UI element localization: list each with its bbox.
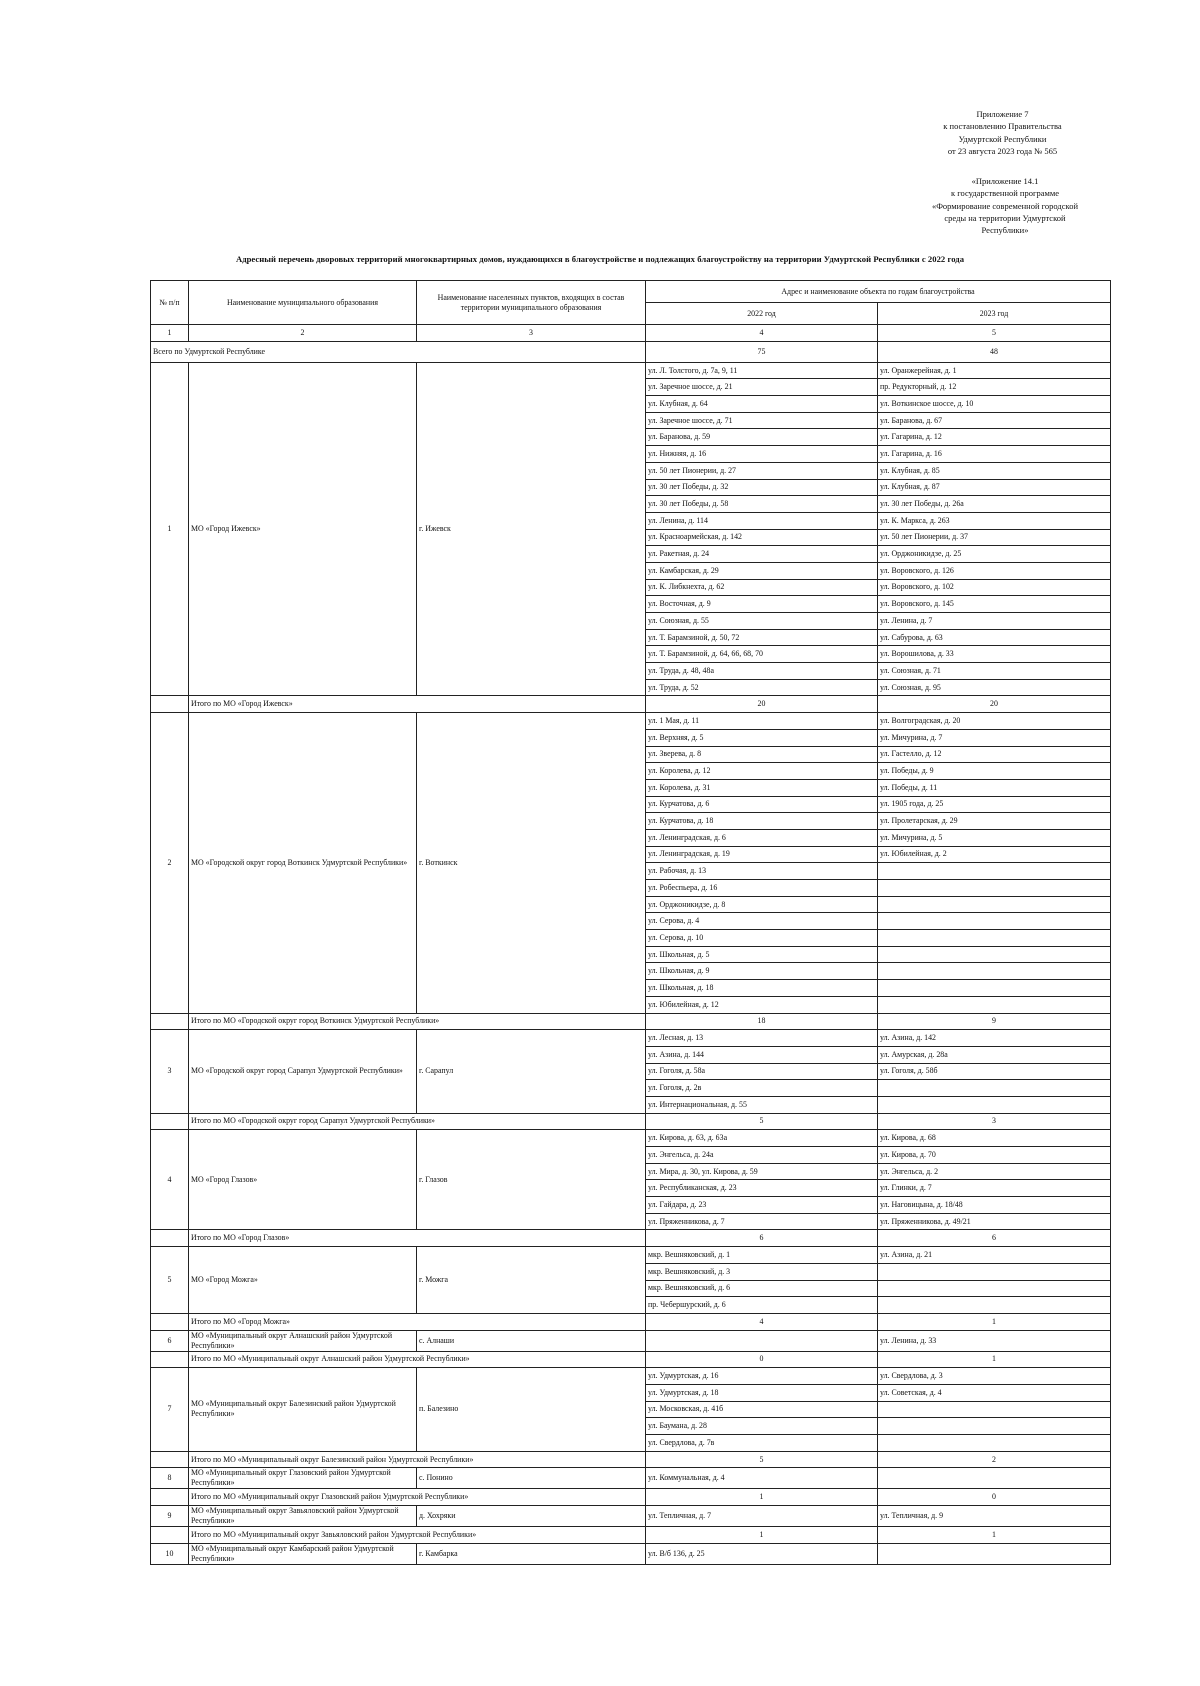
address-2022: ул. Интернациональная, д. 55	[646, 1096, 878, 1113]
table-row	[151, 362, 1111, 379]
address-2023: ул. Ленина, д. 33	[878, 1330, 1111, 1351]
address-2022: ул. Труда, д. 48, 48а	[646, 663, 878, 680]
subtotal-row	[151, 1351, 1111, 1368]
municipality-name: МО «Муниципальный округ Завьяловский район Удмуртской Республики»	[189, 1506, 417, 1527]
address-2023: ул. Советская, д. 4	[878, 1384, 1111, 1401]
header-line: от 23 августа 2023 года № 565	[947, 145, 1058, 156]
address-2023: ул. Свердлова, д. 3	[878, 1368, 1111, 1385]
address-2022: ул. Школьная, д. 5	[646, 946, 878, 963]
address-2022: ул. Союзная, д. 55	[646, 613, 878, 630]
address-2023: ул. Орджоникидзе, д. 25	[878, 546, 1111, 563]
table-row	[151, 1368, 1111, 1385]
municipality-name: МО «Городской округ город Сарапул Удмуртской Республики»	[189, 1030, 417, 1113]
address-2023: ул. Гагарина, д. 12	[878, 429, 1111, 446]
address-2022: ул. Королева, д. 31	[646, 779, 878, 796]
address-2023: ул. Глинки, д. 7	[878, 1180, 1111, 1197]
subtotal-2022: 4	[646, 1313, 878, 1330]
subtotal-2023: 1	[878, 1351, 1111, 1368]
subtotal-2022: 1	[646, 1527, 878, 1544]
address-2023: ул. Волгоградская, д. 20	[878, 713, 1111, 730]
address-2023	[878, 1080, 1111, 1097]
address-2023: ул. Воровского, д. 102	[878, 579, 1111, 596]
column-number-row	[151, 325, 1111, 342]
subtotal-row	[151, 1013, 1111, 1030]
address-2022: ул. Баранова, д. 59	[646, 429, 878, 446]
address-table-body	[151, 281, 1111, 1565]
settlement-name: с. Алнаши	[417, 1330, 646, 1351]
subtotal-2022: 1	[646, 1489, 878, 1506]
subtotal-label: Итого по МО «Город Ижевск»	[189, 696, 646, 713]
address-2023	[878, 946, 1111, 963]
address-2023	[878, 980, 1111, 997]
address-2022: ул. Баумана, д. 28	[646, 1418, 878, 1435]
address-2022: ул. Свердлова, д. 7в	[646, 1435, 878, 1452]
address-2022: ул. Клубная, д. 64	[646, 396, 878, 413]
address-2023: ул. Клубная, д. 85	[878, 462, 1111, 479]
subtotal-2023: 1	[878, 1527, 1111, 1544]
row-number: 8	[151, 1468, 189, 1489]
municipality-name: МО «Муниципальный округ Алнашский район Удмуртской Республики»	[189, 1330, 417, 1351]
row-number: 9	[151, 1506, 189, 1527]
address-2023: ул. Тепличная, д. 9	[878, 1506, 1111, 1527]
address-2023	[878, 963, 1111, 980]
row-number: 5	[151, 1247, 189, 1314]
address-2022: ул. Курчатова, д. 18	[646, 813, 878, 830]
address-2022: ул. Робеспьера, д. 16	[646, 880, 878, 897]
address-2023: ул. Мичурина, д. 7	[878, 729, 1111, 746]
subtotal-spacer	[151, 1013, 189, 1030]
table-row	[151, 1130, 1111, 1147]
address-2023: ул. Гастелло, д. 12	[878, 746, 1111, 763]
header-settlements: Наименование населенных пунктов, входящих в состав территории муниципального образования	[417, 281, 646, 325]
subtotal-row	[151, 696, 1111, 713]
grand-total-row	[151, 341, 1111, 362]
subtotal-2022: 5	[646, 1451, 878, 1468]
subtotal-2023: 20	[878, 696, 1111, 713]
address-2023: ул. 50 лет Пионерии, д. 37	[878, 529, 1111, 546]
subtotal-spacer	[151, 1527, 189, 1544]
municipality-name: МО «Муниципальный округ Камбарский район Удмуртской Республики»	[189, 1543, 417, 1564]
address-2022: ул. Ленинградская, д. 19	[646, 846, 878, 863]
header-line: Удмуртской Республики	[958, 133, 1047, 144]
address-2022: ул. Кирова, д. 63, д. 63а	[646, 1130, 878, 1147]
subtotal-row	[151, 1313, 1111, 1330]
settlement-name: п. Балезино	[417, 1368, 646, 1451]
address-2023: ул. Клубная, д. 87	[878, 479, 1111, 496]
header-num: № п/п	[151, 281, 189, 325]
address-2022: ул. Л. Толстого, д. 7а, 9, 11	[646, 362, 878, 379]
row-number: 1	[151, 362, 189, 696]
address-2022: ул. К. Либкнехта, д. 62	[646, 579, 878, 596]
settlement-name: г. Ижевск	[417, 362, 646, 696]
subtotal-2023: 2	[878, 1451, 1111, 1468]
address-2022: ул. Московская, д. 41б	[646, 1401, 878, 1418]
subtotal-2023: 3	[878, 1113, 1111, 1130]
address-2023: пр. Редукторный, д. 12	[878, 379, 1111, 396]
address-2022: ул. 30 лет Победы, д. 32	[646, 479, 878, 496]
colnum-2: 2	[189, 325, 417, 342]
subtotal-2022: 20	[646, 696, 878, 713]
settlement-name: г. Камбарка	[417, 1543, 646, 1564]
address-2023: ул. Победы, д. 9	[878, 763, 1111, 780]
address-2022: ул. Гоголя, д. 2в	[646, 1080, 878, 1097]
address-2022: ул. Школьная, д. 9	[646, 963, 878, 980]
colnum-3: 3	[417, 325, 646, 342]
subtotal-spacer	[151, 1351, 189, 1368]
address-2022: ул. Ленинградская, д. 6	[646, 829, 878, 846]
address-2022: ул. Верхняя, д. 5	[646, 729, 878, 746]
address-2022: ул. Рабочая, д. 13	[646, 863, 878, 880]
address-2023: ул. Ворошилова, д. 33	[878, 646, 1111, 663]
address-2022: ул. Лесная, д. 13	[646, 1030, 878, 1047]
address-2022: ул. Мира, д. 30, ул. Кирова, д. 59	[646, 1163, 878, 1180]
address-2022: ул. Красноармейская, д. 142	[646, 529, 878, 546]
subtotal-spacer	[151, 1313, 189, 1330]
colnum-4: 4	[646, 325, 878, 342]
subtotal-label: Итого по МО «Муниципальный округ Алнашский район Удмуртской Республики»	[189, 1351, 646, 1368]
address-2022: ул. 1 Мая, д. 11	[646, 713, 878, 730]
address-2022: ул. Серова, д. 10	[646, 930, 878, 947]
address-2023: ул. Гагарина, д. 16	[878, 446, 1111, 463]
subtotal-2023: 1	[878, 1313, 1111, 1330]
address-2022: ул. Камбарская, д. 29	[646, 562, 878, 579]
address-2023: ул. Энгельса, д. 2	[878, 1163, 1111, 1180]
address-2022: ул. В/б 136, д. 25	[646, 1543, 878, 1564]
row-number: 2	[151, 713, 189, 1013]
table-row	[151, 1543, 1111, 1564]
address-2022: ул. Тепличная, д. 7	[646, 1506, 878, 1527]
address-2022: ул. Юбилейная, д. 12	[646, 996, 878, 1013]
subtotal-spacer	[151, 1451, 189, 1468]
address-2023: ул. Ленина, д. 7	[878, 613, 1111, 630]
address-2022: мкр. Вешняковский, д. 6	[646, 1280, 878, 1297]
address-2023: ул. Оранжерейная, д. 1	[878, 362, 1111, 379]
grand-total-2023: 48	[878, 341, 1111, 362]
address-2023	[878, 880, 1111, 897]
settlement-name: г. Воткинск	[417, 713, 646, 1013]
header-mo: Наименование муниципального образования	[189, 281, 417, 325]
address-2022: ул. Орджоникидзе, д. 8	[646, 896, 878, 913]
address-2023: ул. Кирова, д. 70	[878, 1147, 1111, 1164]
subtotal-2023: 9	[878, 1013, 1111, 1030]
municipality-name: МО «Муниципальный округ Глазовский район Удмуртской Республики»	[189, 1468, 417, 1489]
settlement-name: г. Сарапул	[417, 1030, 646, 1113]
subtotal-label: Итого по МО «Город Можга»	[189, 1313, 646, 1330]
header-addresses: Адрес и наименование объекта по годам благоустройства	[646, 281, 1111, 303]
table-row	[151, 1468, 1111, 1489]
settlement-name: г. Глазов	[417, 1130, 646, 1230]
address-2022: ул. Восточная, д. 9	[646, 596, 878, 613]
address-2022: мкр. Вешняковский, д. 3	[646, 1263, 878, 1280]
header-line: Приложение 7	[976, 109, 1029, 119]
header-line: среды на территории Удмуртской	[944, 212, 1066, 223]
row-number: 7	[151, 1368, 189, 1451]
address-2022: ул. Королева, д. 12	[646, 763, 878, 780]
subtotal-2023: 6	[878, 1230, 1111, 1247]
header-line: Республики»	[981, 225, 1029, 236]
address-2023: ул. Воровского, д. 126	[878, 562, 1111, 579]
address-2023	[878, 896, 1111, 913]
table-row	[151, 1247, 1111, 1264]
address-2023	[878, 1435, 1111, 1452]
address-2022: ул. Пряженникова, д. 7	[646, 1213, 878, 1230]
address-2022: ул. Ракетная, д. 24	[646, 546, 878, 563]
table-row	[151, 713, 1111, 730]
appendix-14-header	[905, 175, 1105, 236]
address-2022: ул. Азина, д. 144	[646, 1046, 878, 1063]
subtotal-row	[151, 1489, 1111, 1506]
subtotal-2022: 0	[646, 1351, 878, 1368]
address-2022: ул. 30 лет Победы, д. 58	[646, 496, 878, 513]
subtotal-label: Итого по МО «Город Глазов»	[189, 1230, 646, 1247]
address-2023: ул. 1905 года, д. 25	[878, 796, 1111, 813]
settlement-name: г. Можга	[417, 1247, 646, 1314]
row-number: 3	[151, 1030, 189, 1113]
address-2022: ул. Т. Барамзиной, д. 64, 66, 68, 70	[646, 646, 878, 663]
address-2023: ул. Победы, д. 11	[878, 779, 1111, 796]
table-row	[151, 1030, 1111, 1047]
address-2022: ул. Труда, д. 52	[646, 679, 878, 696]
address-2023	[878, 1297, 1111, 1314]
address-2022: мкр. Вешняковский, д. 1	[646, 1247, 878, 1264]
subtotal-2023: 0	[878, 1489, 1111, 1506]
subtotal-spacer	[151, 1113, 189, 1130]
address-2023: ул. Воткинское шоссе, д. 10	[878, 396, 1111, 413]
address-2023: ул. Наговицына, д. 18/48	[878, 1197, 1111, 1214]
subtotal-spacer	[151, 696, 189, 713]
address-2023: ул. 30 лет Победы, д. 26а	[878, 496, 1111, 513]
address-2022: ул. Зверева, д. 8	[646, 746, 878, 763]
address-2023	[878, 1401, 1111, 1418]
municipality-name: МО «Город Можга»	[189, 1247, 417, 1314]
address-2022: ул. Коммунальная, д. 4	[646, 1468, 878, 1489]
subtotal-spacer	[151, 1489, 189, 1506]
header-2022: 2022 год	[646, 303, 878, 325]
address-2022: ул. Заречное шоссе, д. 21	[646, 379, 878, 396]
settlement-name: д. Хохряки	[417, 1506, 646, 1527]
address-2023: ул. Воровского, д. 145	[878, 596, 1111, 613]
subtotal-label: Итого по МО «Муниципальный округ Балезинский район Удмуртской Республики»	[189, 1451, 646, 1468]
row-number: 10	[151, 1543, 189, 1564]
address-2022: ул. Республиканская, д. 23	[646, 1180, 878, 1197]
subtotal-2022: 18	[646, 1013, 878, 1030]
header-line: «Приложение 14.1	[971, 176, 1039, 186]
table-row	[151, 1506, 1111, 1527]
address-2023: ул. Кирова, д. 68	[878, 1130, 1111, 1147]
address-2022: ул. Гайдара, д. 23	[646, 1197, 878, 1214]
address-2023: ул. Пролетарская, д. 29	[878, 813, 1111, 830]
address-2023: ул. Амурская, д. 28а	[878, 1046, 1111, 1063]
table-row	[151, 1330, 1111, 1351]
table-header-row	[151, 281, 1111, 303]
address-2023: ул. Пряженникова, д. 49/21	[878, 1213, 1111, 1230]
address-2023	[878, 1543, 1111, 1564]
colnum-1: 1	[151, 325, 189, 342]
header-line: к государственной программе	[950, 188, 1060, 199]
address-table	[150, 280, 1111, 1565]
subtotal-2022: 5	[646, 1113, 878, 1130]
address-2022	[646, 1330, 878, 1351]
address-2023: ул. К. Маркса, д. 263	[878, 512, 1111, 529]
address-2023	[878, 1418, 1111, 1435]
address-2023: ул. Гоголя, д. 58б	[878, 1063, 1111, 1080]
address-2023: ул. Мичурина, д. 5	[878, 829, 1111, 846]
address-2023: ул. Азина, д. 21	[878, 1247, 1111, 1264]
colnum-5: 5	[878, 325, 1111, 342]
grand-total-label: Всего по Удмуртской Республике	[151, 341, 646, 362]
appendix-7-header	[900, 108, 1105, 157]
grand-total-2022: 75	[646, 341, 878, 362]
header-line: к постановлению Правительства	[943, 121, 1062, 132]
address-2023	[878, 1096, 1111, 1113]
municipality-name: МО «Город Ижевск»	[189, 362, 417, 696]
address-2022: ул. 50 лет Пионерии, д. 27	[646, 462, 878, 479]
address-2023	[878, 930, 1111, 947]
address-2022: ул. Курчатова, д. 6	[646, 796, 878, 813]
address-2022: ул. Заречное шоссе, д. 71	[646, 412, 878, 429]
address-2022: ул. Гоголя, д. 58а	[646, 1063, 878, 1080]
address-2023: ул. Союзная, д. 95	[878, 679, 1111, 696]
subtotal-row	[151, 1451, 1111, 1468]
address-2022: ул. Ленина, д. 114	[646, 512, 878, 529]
subtotal-label: Итого по МО «Городской округ город Воткинск Удмуртской Республики»	[189, 1013, 646, 1030]
subtotal-label: Итого по МО «Городской округ город Сарапул Удмуртской Республики»	[189, 1113, 646, 1130]
header-2023: 2023 год	[878, 303, 1111, 325]
settlement-name: с. Понино	[417, 1468, 646, 1489]
document-title: Адресный перечень дворовых территорий многоквартирных домов, нуждающихся в благоустройстве и подлежащих благоустройству на территории Удмуртской Республики с 2022 года	[235, 254, 965, 264]
address-2022: ул. Энгельса, д. 24а	[646, 1147, 878, 1164]
address-2022: ул. Т. Барамзиной, д. 50, 72	[646, 629, 878, 646]
address-2022: ул. Нижняя, д. 16	[646, 446, 878, 463]
row-number: 6	[151, 1330, 189, 1351]
subtotal-row	[151, 1230, 1111, 1247]
subtotal-2022: 6	[646, 1230, 878, 1247]
municipality-name: МО «Город Глазов»	[189, 1130, 417, 1230]
address-2023	[878, 1468, 1111, 1489]
address-2022: ул. Школьная, д. 18	[646, 980, 878, 997]
subtotal-label: Итого по МО «Муниципальный округ Глазовский район Удмуртской Республики»	[189, 1489, 646, 1506]
subtotal-spacer	[151, 1230, 189, 1247]
address-2023: ул. Азина, д. 142	[878, 1030, 1111, 1047]
address-2022: ул. Удмуртская, д. 18	[646, 1384, 878, 1401]
municipality-name: МО «Муниципальный округ Балезинский район Удмуртской Республики»	[189, 1368, 417, 1451]
address-2022: пр. Чебершурский, д. 6	[646, 1297, 878, 1314]
municipality-name: МО «Городской округ город Воткинск Удмуртской Республики»	[189, 713, 417, 1013]
address-2023: ул. Юбилейная, д. 2	[878, 846, 1111, 863]
subtotal-row	[151, 1527, 1111, 1544]
address-2023	[878, 996, 1111, 1013]
address-2023	[878, 913, 1111, 930]
address-2022: ул. Серова, д. 4	[646, 913, 878, 930]
address-2023: ул. Союзная, д. 71	[878, 663, 1111, 680]
header-line: «Формирование современной городской	[931, 200, 1079, 211]
address-2023	[878, 1280, 1111, 1297]
address-2023: ул. Баранова, д. 67	[878, 412, 1111, 429]
address-2023: ул. Сабурова, д. 63	[878, 629, 1111, 646]
address-2022: ул. Удмуртская, д. 16	[646, 1368, 878, 1385]
subtotal-label: Итого по МО «Муниципальный округ Завьяловский район Удмуртской Республики»	[189, 1527, 646, 1544]
subtotal-row	[151, 1113, 1111, 1130]
address-2023	[878, 863, 1111, 880]
address-2023	[878, 1263, 1111, 1280]
row-number: 4	[151, 1130, 189, 1230]
